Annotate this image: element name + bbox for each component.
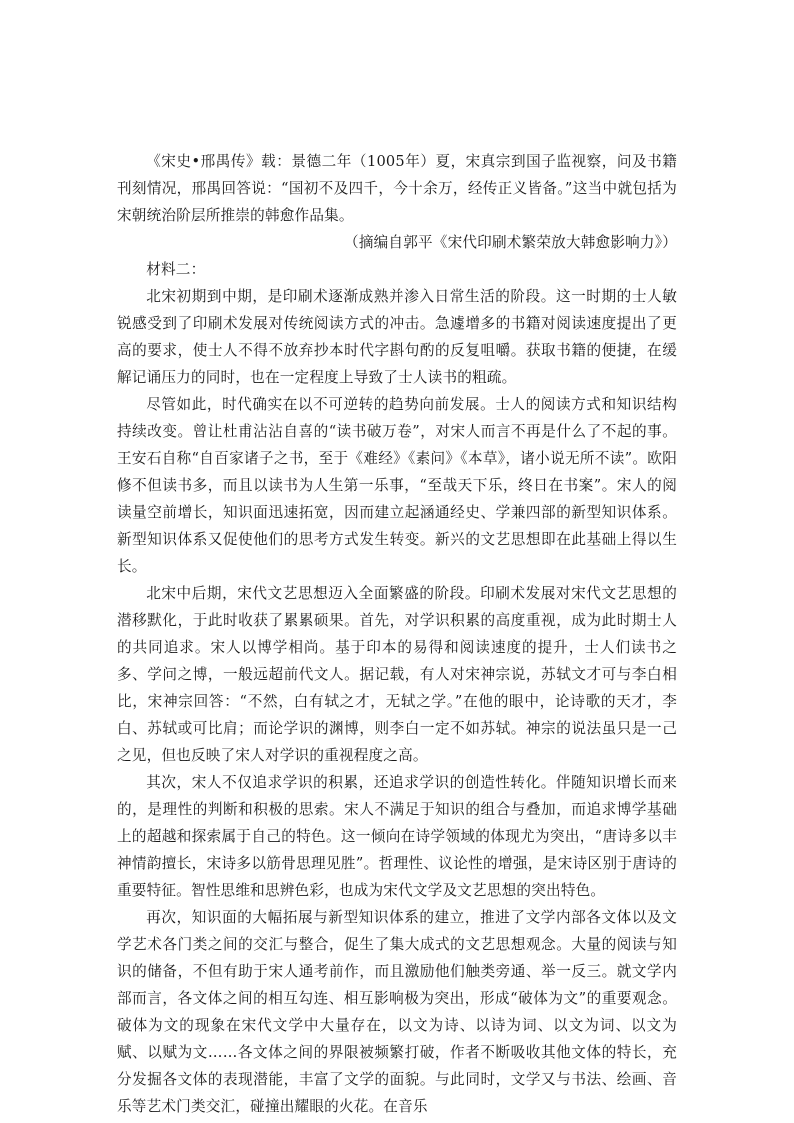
- body-paragraph: 再次，知识面的大幅拓展与新型知识体系的建立，推进了文学内部各文体以及文学艺术各门类之间的交汇与整合，促生了集大成式的文艺思想观念。大量的阅读与知识的储备，不但有助于宋人通考前作，而且激励他们触类旁通、举一反三。就文学内部而言，各文体之间的相互勾连、相互影响极为突出，形成“破体为文”的重要观念。破体为文的现象在宋代文学中大量存在，以文为诗、以诗为词、以文为词、以文为赋、以赋为文……各文体之间的界限被频繁打破，作者不断吸收其他文体的特长，充分发掘各文体的表现潜能，丰富了文学的面貌。与此同时，文学又与书法、绘画、音乐等艺术门类交汇，碰撞出耀眼的火花。在音乐: [117, 909, 677, 1115]
- document-page: [117, 148, 677, 1120]
- intro-paragraph: 《宋史•邢禺传》载：景德二年（1005年）夏，宋真宗到国子监视察，问及书籍刊刻情况，邢禺回答说：“国初不及四千，今十余万，经传正义皆备。”这当中就包括为宋朝统治阶层所推崇的韩愈作品集。: [117, 153, 677, 224]
- body-paragraph: 其次，宋人不仅追求学识的积累，还追求学识的创造性转化。伴随知识增长而来的，是理性的判断和积极的思索。宋人不满足于知识的组合与叠加，而追求博学基础上的超越和探索属于自己的特色。这一倾向在诗学领域的体现尤为突出，“唐诗多以丰神情韵擅长，宋诗多以筋骨思理见胜”。哲理性、议论性的增强，是宋诗区别于唐诗的重要特征。智性思维和思辨色彩，也成为宋代文学及文艺思想的突出特色。: [117, 774, 677, 899]
- source-note: （摘编自郭平《宋代印刷术繁荣放大韩愈影响力》）: [344, 234, 677, 251]
- material-label: 材料二：: [146, 261, 206, 278]
- body-paragraph: 北宋中后期，宋代文艺思想迈入全面繁盛的阶段。印刷术发展对宋代文艺思想的潜移默化，于此时收获了累累硕果。首先，对学识积累的高度重视，成为此时期士人的共同追求。宋人以博学相尚。基于印本的易得和阅读速度的提升，士人们读书之多、学问之博，一般远超前代文人。据记载，有人对宋神宗说，苏轼文才可与李白相比，宋神宗回答：“不然，白有轼之才，无轼之学。”在他的眼中，论诗歌的天才，李白、苏轼或可比肩；而论学识的渊博，则李白一定不如苏轼。神宗的说法虽只是一己之见，但也反映了宋人对学识的重视程度之高。: [117, 585, 677, 764]
- body-paragraph: 北宋初期到中期，是印刷术逐渐成熟并渗入日常生活的阶段。这一时期的士人敏锐感受到了印刷术发展对传统阅读方式的冲击。急遽增多的书籍对阅读速度提出了更高的要求，使士人不得不放弃抄本时代字斟句酌的反复咀嚼。获取书籍的便捷，在缓解记诵压力的同时，也在一定程度上导致了士人读书的粗疏。: [117, 288, 677, 386]
- body-paragraph: 尽管如此，时代确实在以不可逆转的趋势向前发展。士人的阅读方式和知识结构持续改变。曾让杜甫沾沾自喜的“读书破万卷”，对宋人而言不再是什么了不起的事。王安石自称“自百家诸子之书，至于《难经》《素问》《本草》，诸小说无所不读”。欧阳修不但读书多，而且以读书为人生第一乐事，“至哉天下乐，终日在书案”。宋人的阅读量空前增长，知识面迅速拓宽，因而建立起涵通经史、学兼四部的新型知识体系。新型知识体系又促使他们的思考方式发生转变。新兴的文艺思想即在此基础上得以生长。: [117, 396, 677, 575]
